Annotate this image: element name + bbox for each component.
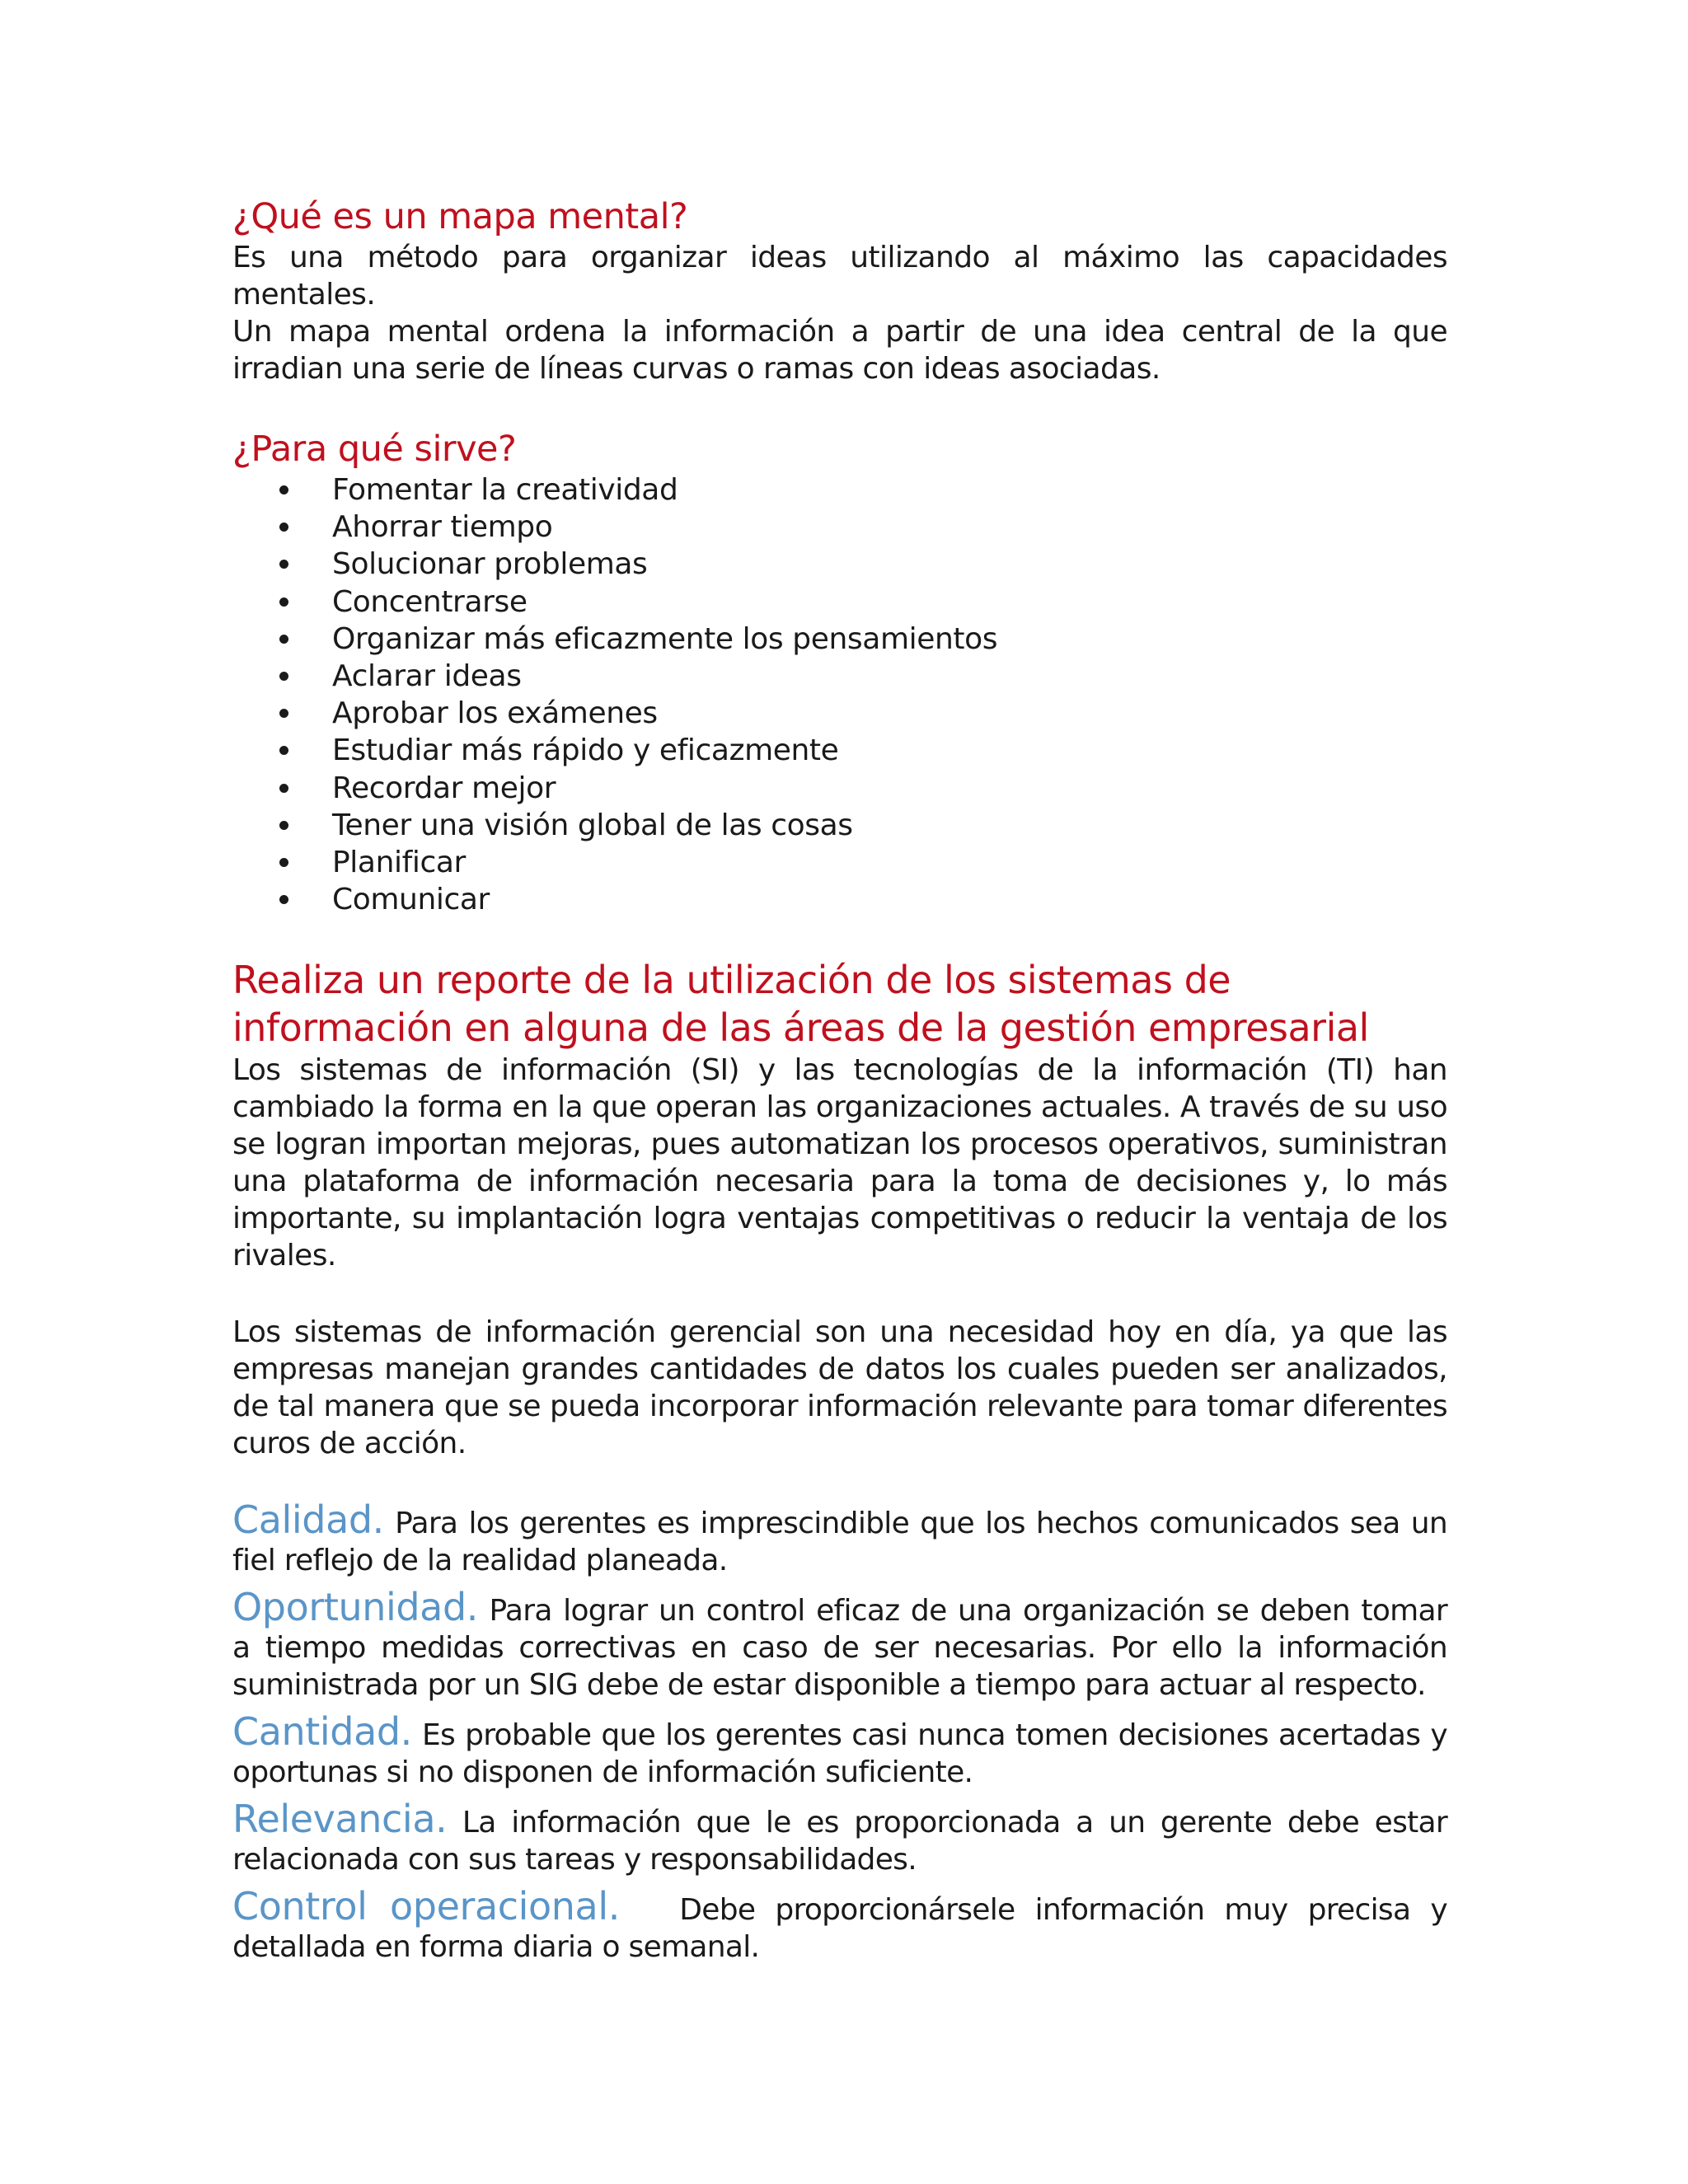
spacer bbox=[232, 1704, 1447, 1713]
list-item bbox=[232, 881, 1447, 918]
bullet-icon bbox=[279, 635, 288, 644]
list-item bbox=[232, 770, 1447, 807]
paragraph-mapa-mental: Un mapa mental ordena la información a partir de una idea central de la que irradian una serie de líneas curvas o ramas con ideas asociadas. bbox=[232, 315, 1447, 386]
heading-para-que-sirve: ¿Para qué sirve? bbox=[232, 429, 517, 470]
list-item bbox=[232, 471, 1447, 509]
list-item-text: Recordar mejor bbox=[332, 771, 556, 805]
list-item-text: Ahorrar tiempo bbox=[332, 510, 553, 545]
term-label: Oportunidad. bbox=[232, 1585, 478, 1630]
bullet-icon bbox=[279, 821, 288, 830]
term-label: Calidad. bbox=[232, 1497, 384, 1543]
bullet-icon bbox=[279, 784, 288, 793]
paragraph-si-ti: Los sistemas de información (SI) y las tecnologías de la información (TI) han cambiado la forma en la que operan las organizaciones actuales. A través de su uso se logran importan mejoras, pues automatizan los procesos operativos, suministran una plataforma de información necesaria para la toma de decisiones y, lo más importante, su implantación logra ventajas competitivas o reducir la ventaja de los rivales. bbox=[232, 1053, 1447, 1273]
list-item bbox=[232, 658, 1447, 695]
term-text: Debe proporcionársele información muy precisa y detallada en forma diaria o semanal. bbox=[232, 1893, 1447, 1965]
bullet-icon bbox=[279, 746, 288, 755]
bullet-icon bbox=[279, 895, 288, 904]
term-label: Control operacional. bbox=[232, 1884, 620, 1929]
bullet-icon bbox=[279, 709, 288, 718]
spacer bbox=[232, 387, 1447, 427]
list-item bbox=[232, 583, 1447, 621]
list-item-text: Estudiar más rápido y eficazmente bbox=[332, 733, 839, 768]
list-item-text: Solucionar problemas bbox=[332, 547, 648, 582]
heading-reporte: Realiza un reporte de la utilización de los sistemas de información en alguna de las áreas de la gestión empresarial bbox=[232, 958, 1369, 1051]
list-item bbox=[232, 509, 1447, 546]
bullet-icon bbox=[279, 858, 288, 867]
list-item bbox=[232, 807, 1447, 844]
term-oportunidad bbox=[232, 1585, 1447, 1704]
list-item-text: Tener una visión global de las cosas bbox=[332, 808, 853, 842]
term-label: Relevancia. bbox=[232, 1797, 448, 1842]
term-text: La información que le es proporcionada a un gerente debe estar relacionada con sus tareas y responsabilidades. bbox=[232, 1806, 1447, 1877]
list-item bbox=[232, 546, 1447, 583]
list-item-text: Comunicar bbox=[332, 883, 490, 917]
list-item-text: Organizar más eficazmente los pensamientos bbox=[332, 621, 998, 656]
list-item bbox=[232, 621, 1447, 658]
list-item-text: Fomentar la creatividad bbox=[332, 473, 678, 507]
list-item-text: Concentrarse bbox=[332, 584, 528, 619]
spacer bbox=[232, 918, 1447, 956]
list-item-text: Aclarar ideas bbox=[332, 659, 522, 694]
list-item-text: Planificar bbox=[332, 846, 466, 880]
term-relevancia bbox=[232, 1797, 1447, 1878]
bullet-icon bbox=[279, 485, 288, 494]
list-item bbox=[232, 695, 1447, 732]
term-text: Es probable que los gerentes casi nunca tomen decisiones acertadas y oportunas si no disponen de información suficiente. bbox=[232, 1718, 1447, 1790]
document-page bbox=[232, 194, 1447, 1966]
bullet-icon bbox=[279, 672, 288, 681]
paragraph-definition: Es una método para organizar ideas utilizando al máximo las capacidades mentales. bbox=[232, 241, 1447, 312]
term-cantidad bbox=[232, 1709, 1447, 1791]
bullet-icon bbox=[279, 598, 288, 607]
term-text: Para lograr un control eficaz de una organización se deben tomar a tiempo medidas correctivas en caso de ser necesarias. Por ello la información suministrada por un SIG debe de estar disponible a tiempo para actuar al respecto. bbox=[232, 1594, 1447, 1703]
benefits-list bbox=[232, 471, 1447, 918]
term-label: Cantidad. bbox=[232, 1709, 412, 1755]
spacer bbox=[232, 1462, 1447, 1502]
list-item bbox=[232, 732, 1447, 769]
paragraph-sig: Los sistemas de información gerencial son una necesidad hoy en día, ya que las empresas manejan grandes cantidades de datos los cuales pueden ser analizados, de tal manera que se pueda incorporar información relevante para tomar diferentes curos de acción. bbox=[232, 1315, 1447, 1461]
spacer bbox=[232, 1274, 1447, 1314]
bullet-icon bbox=[279, 560, 288, 569]
list-item bbox=[232, 844, 1447, 881]
bullet-icon bbox=[279, 523, 288, 532]
term-calidad bbox=[232, 1497, 1447, 1579]
term-control-operacional bbox=[232, 1884, 1447, 1966]
heading-mapa-mental: ¿Qué es un mapa mental? bbox=[232, 196, 688, 237]
term-text: Para los gerentes es imprescindible que los hechos comunicados sea un fiel reflejo de la realidad planeada. bbox=[232, 1507, 1447, 1578]
list-item-text: Aprobar los exámenes bbox=[332, 696, 658, 731]
